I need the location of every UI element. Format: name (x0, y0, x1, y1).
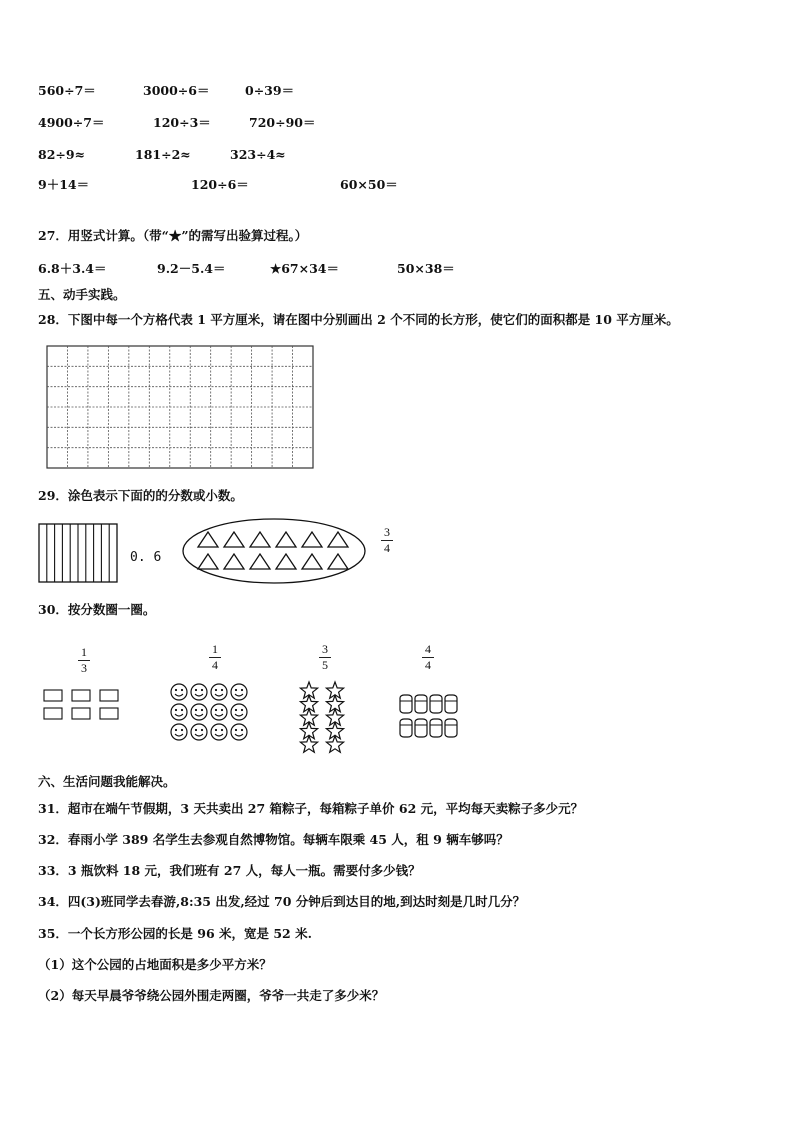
triangle (302, 532, 322, 547)
smiley-face (171, 724, 187, 740)
triangle (198, 532, 218, 547)
cylinder-group[interactable] (397, 692, 461, 742)
q30-title: 30．按分数圈一圈。 (38, 602, 156, 617)
q27-item-2: 9.2－5.4＝ (157, 261, 226, 276)
rectangle (100, 690, 118, 701)
oral-calc-3-3: 323÷4≈ (230, 147, 286, 162)
triangle (276, 554, 296, 569)
smiley-face (171, 684, 187, 700)
triangle (276, 532, 296, 547)
smiley-face (191, 704, 207, 720)
smiley-group[interactable] (168, 682, 252, 742)
smiley-face (231, 704, 247, 720)
triangle (198, 554, 218, 569)
q30-fraction-2-num: 1 (212, 642, 218, 656)
cylinder (415, 719, 427, 737)
triangle (328, 532, 348, 547)
smiley-face (211, 704, 227, 720)
oral-calc-4-2: 120÷6＝ (191, 177, 249, 192)
q30-fraction-3-den: 5 (322, 658, 328, 672)
q30-fraction-1 (76, 646, 92, 675)
smiley-face (191, 684, 207, 700)
triangle (302, 554, 322, 569)
oral-calc-4-1: 9＋14＝ (38, 177, 90, 192)
cylinder (430, 695, 442, 713)
smiley-face (231, 724, 247, 740)
triangle (328, 554, 348, 569)
triangle (224, 532, 244, 547)
q28-title: 28．下图中每一个方格代表 1 平方厘米，请在图中分别画出 2 个不同的长方形，使它们的面积都是 10 平方厘米。 (38, 312, 679, 327)
oral-calc-2-2: 120÷3＝ (153, 115, 211, 130)
oral-calc-2-1: 4900÷7＝ (38, 115, 105, 130)
rectangle (100, 708, 118, 719)
q29-fraction (379, 526, 395, 555)
triangle-oval[interactable] (182, 518, 366, 584)
triangle (250, 532, 270, 547)
star (326, 736, 343, 752)
cylinder (415, 695, 427, 713)
q29-title: 29．涂色表示下面的的分数或小数。 (38, 488, 243, 503)
star (300, 736, 317, 752)
q30-fraction-3-num: 3 (322, 642, 328, 656)
oral-calc-1-1: 560÷7＝ (38, 83, 96, 98)
oral-calc-1-3: 0÷39＝ (245, 83, 295, 98)
q30-fraction-1-num: 1 (81, 645, 87, 659)
smiley-face (231, 684, 247, 700)
rectangle (72, 708, 90, 719)
q29-fraction-denominator: 4 (384, 541, 390, 555)
square-grid[interactable] (46, 345, 314, 469)
oral-calc-3-1: 82÷9≈ (38, 147, 86, 162)
triangle (224, 554, 244, 569)
q31-text: 31．超市在端午节假期，3 天共卖出 27 箱粽子，每箱粽子单价 62 元，平均每天卖粽子多少元？ (38, 801, 584, 816)
cylinder (445, 695, 457, 713)
q34-text: 34．四(3)班同学去春游,8:35 出发,经过 70 分钟后到达目的地,到达时刻是几时几分？ (38, 894, 526, 909)
cylinder (400, 719, 412, 737)
q27-title: 27．用竖式计算。（带“★”的需写出验算过程。） (38, 228, 308, 243)
rectangle-group[interactable] (42, 688, 126, 722)
q30-fraction-4 (420, 643, 436, 672)
q30-fraction-4-num: 4 (425, 642, 431, 656)
cylinder (400, 695, 412, 713)
smiley-face (211, 684, 227, 700)
star-group[interactable] (296, 682, 350, 754)
q35-sub-2: （2）每天早晨爷爷绕公园外围走两圈，爷爷一共走了多少米？ (38, 988, 385, 1003)
q29-fraction-numerator: 3 (384, 525, 390, 539)
oral-calc-2-3: 720÷90＝ (249, 115, 316, 130)
q32-text: 32．春雨小学 389 名学生去参观自然博物馆。每辆车限乘 45 人，租 9 辆车够吗？ (38, 832, 509, 847)
q27-item-3: ★67×34＝ (270, 261, 339, 276)
oral-calc-3-2: 181÷2≈ (135, 147, 191, 162)
cylinder (445, 719, 457, 737)
section-6-heading: 六、生活问题我能解决。 (38, 774, 176, 789)
q30-fraction-2-den: 4 (212, 658, 218, 672)
smiley-face (171, 704, 187, 720)
oval-outline (183, 519, 365, 583)
oral-calc-1-2: 3000÷6＝ (143, 83, 210, 98)
q30-fraction-3 (317, 643, 333, 672)
section-5-heading: 五、动手实践。 (38, 287, 126, 302)
q27-item-4: 50×38＝ (397, 261, 455, 276)
smiley-face (191, 724, 207, 740)
rectangle (72, 690, 90, 701)
rectangle (44, 690, 62, 701)
q35-sub-1: （1）这个公园的占地面积是多少平方米？ (38, 957, 272, 972)
oral-calc-4-3: 60×50＝ (340, 177, 398, 192)
cylinder (430, 719, 442, 737)
q33-text: 33．3 瓶饮料 18 元，我们班有 27 人，每人一瓶。需要付多少钱？ (38, 863, 421, 878)
q30-fraction-4-den: 4 (425, 658, 431, 672)
q30-fraction-2 (207, 643, 223, 672)
triangle (250, 554, 270, 569)
decimal-strip-box[interactable] (38, 523, 118, 583)
decimal-value: 0. 6 (130, 550, 162, 565)
q35-title: 35．一个长方形公园的长是 96 米，宽是 52 米. (38, 926, 312, 941)
smiley-face (211, 724, 227, 740)
q27-item-1: 6.8＋3.4＝ (38, 261, 107, 276)
q30-fraction-1-den: 3 (81, 661, 87, 675)
rectangle (44, 708, 62, 719)
